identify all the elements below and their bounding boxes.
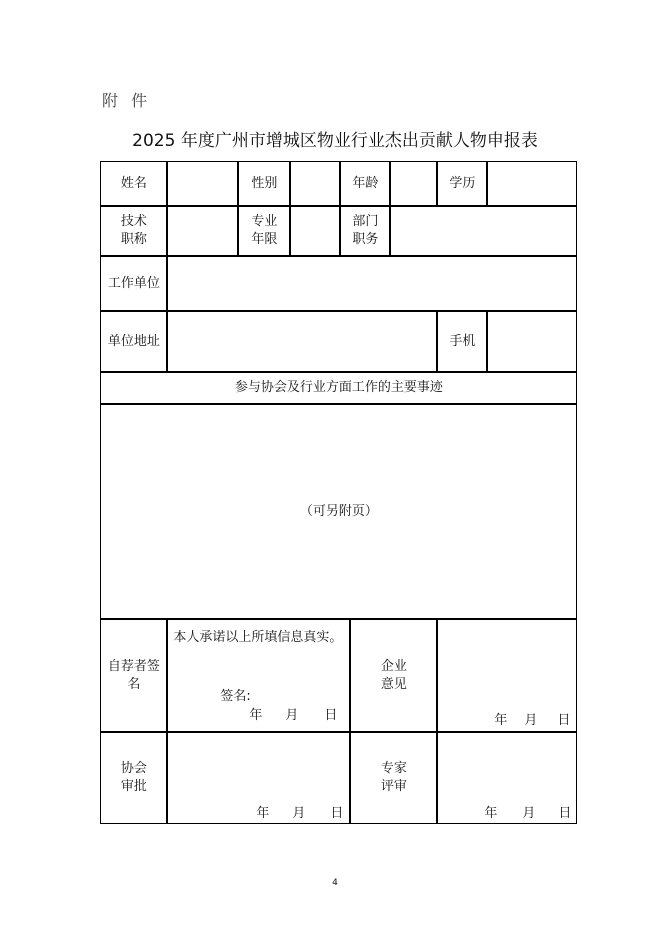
label-self-signature — [100, 619, 167, 732]
label-text: 专业 — [251, 214, 278, 230]
label-text: 名 — [127, 676, 141, 692]
label-text: 审批 — [120, 779, 147, 795]
label-text: 意见 — [380, 676, 407, 692]
label-name — [100, 161, 167, 206]
label-text: 评审 — [380, 779, 407, 795]
field-gender[interactable] — [290, 161, 340, 206]
label-expert-review — [350, 732, 437, 824]
label-text: 协会 — [120, 761, 147, 777]
field-technical-title[interactable] — [167, 206, 238, 256]
application-form-table — [101, 162, 578, 825]
label-text: 企业 — [380, 658, 407, 674]
field-company-opinion[interactable] — [437, 619, 577, 732]
field-self-signature[interactable] — [167, 619, 350, 732]
field-name[interactable] — [167, 161, 238, 206]
date-day: 日 — [330, 806, 344, 822]
date-year: 年 — [484, 806, 498, 822]
field-education[interactable] — [487, 161, 577, 206]
date-year: 年 — [256, 806, 270, 822]
achievements-header — [100, 372, 577, 404]
date-month: 月 — [522, 806, 536, 822]
date-month: 月 — [285, 708, 299, 724]
date-month: 月 — [524, 713, 538, 729]
label-gender — [238, 161, 290, 206]
label-text: 性别 — [251, 175, 278, 191]
field-work-unit[interactable] — [167, 256, 577, 311]
field-age[interactable] — [390, 161, 437, 206]
label-association-approval — [100, 732, 167, 824]
label-age — [340, 161, 390, 206]
label-company-opinion — [350, 619, 437, 732]
label-text: 年龄 — [352, 175, 379, 191]
label-text: 姓名 — [120, 175, 147, 191]
signature-label: 签名: — [220, 689, 251, 705]
date-day: 日 — [324, 708, 338, 724]
label-professional-years — [238, 206, 290, 256]
label-unit-address — [100, 311, 167, 372]
field-professional-years[interactable] — [290, 206, 340, 256]
date-day: 日 — [557, 713, 571, 729]
attachment-label: 附 件 — [102, 91, 152, 110]
label-text: 专家 — [380, 761, 407, 777]
label-text: 参与协会及行业方面工作的主要事迹 — [234, 380, 443, 396]
page-number: 4 — [332, 878, 338, 888]
label-education — [437, 161, 487, 206]
label-work-unit — [100, 256, 167, 311]
label-text: 部门 — [352, 214, 379, 230]
form-title: 2025 年度广州市增城区物业行业杰出贡献人物申报表 — [132, 131, 538, 151]
label-technical-title — [100, 206, 167, 256]
label-text: 学历 — [449, 175, 476, 191]
field-department-position[interactable] — [390, 206, 577, 256]
field-unit-address[interactable] — [167, 311, 437, 372]
label-text: 手机 — [449, 333, 476, 349]
label-text: 工作单位 — [107, 275, 160, 291]
label-text: 技术 — [120, 214, 147, 230]
achievements-note: （可另附页） — [299, 503, 378, 519]
date-year: 年 — [249, 708, 263, 724]
field-mobile[interactable] — [487, 311, 577, 372]
date-day: 日 — [558, 806, 572, 822]
label-text: 职务 — [352, 232, 379, 248]
pledge-text: 本人承诺以上所填信息真实。 — [173, 630, 343, 646]
field-association-approval[interactable] — [167, 732, 350, 824]
label-text: 单位地址 — [107, 333, 160, 349]
label-department-position — [340, 206, 390, 256]
date-month: 月 — [292, 806, 306, 822]
field-achievements[interactable] — [100, 404, 577, 619]
label-text: 自荐者签 — [107, 658, 160, 674]
label-text: 年限 — [251, 232, 278, 248]
label-mobile — [437, 311, 487, 372]
field-expert-review[interactable] — [437, 732, 577, 824]
date-year: 年 — [494, 713, 508, 729]
label-text: 职称 — [120, 232, 147, 248]
